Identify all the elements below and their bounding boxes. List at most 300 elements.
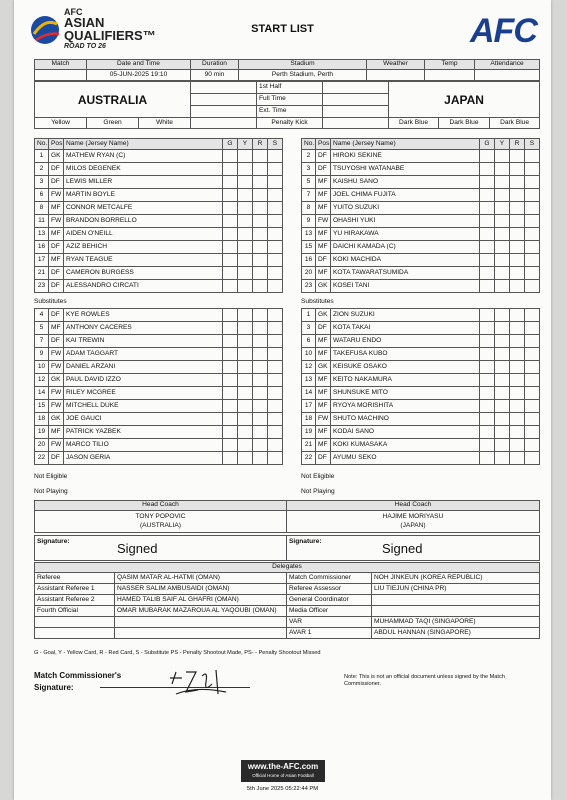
delegate-role: General Coordinator	[287, 595, 372, 606]
player-number: 19	[302, 426, 316, 439]
footer-site: www.the-AFC.com	[247, 762, 319, 771]
player-name: KOKI KUMASAKA	[331, 439, 480, 452]
player-name: MATHEW RYAN (C)	[64, 150, 223, 163]
stat-r-cell	[510, 439, 525, 452]
stat-g-cell	[223, 387, 238, 400]
col-stadium: Stadium	[239, 60, 367, 70]
col-y: Y	[495, 139, 510, 150]
stat-s-cell	[268, 439, 283, 452]
stat-s-cell	[525, 335, 540, 348]
col-g: G	[480, 139, 495, 150]
stat-y-cell	[495, 150, 510, 163]
stat-r-cell	[510, 348, 525, 361]
player-position: MF	[316, 426, 331, 439]
stat-y-cell	[238, 176, 253, 189]
player-name: RYAN TEAGUE	[64, 254, 223, 267]
period-ext-time: Ext. Time	[257, 106, 323, 118]
player-row	[35, 254, 283, 267]
stat-y-cell	[495, 189, 510, 202]
player-number: 5	[35, 322, 49, 335]
stat-g-cell	[223, 426, 238, 439]
stat-y-cell	[495, 228, 510, 241]
player-position: DF	[316, 452, 331, 465]
stat-s-cell	[268, 241, 283, 254]
stat-y-cell	[238, 426, 253, 439]
stat-g-cell	[223, 374, 238, 387]
player-position: FW	[49, 189, 64, 202]
stat-g-cell	[223, 335, 238, 348]
player-position: DF	[49, 241, 64, 254]
player-name: AZIZ BEHICH	[64, 241, 223, 254]
page-title: START LIST	[251, 23, 314, 35]
stat-g-cell	[223, 267, 238, 280]
stat-g-cell	[480, 426, 495, 439]
player-number: 1	[302, 309, 316, 322]
col-name: Name (Jersey Name)	[331, 139, 480, 150]
player-number: 18	[35, 413, 49, 426]
player-row	[35, 439, 283, 452]
player-row	[302, 228, 540, 241]
col-r: R	[510, 139, 525, 150]
delegate-row	[35, 573, 540, 584]
delegate-role: Assistant Referee 1	[35, 584, 115, 595]
stat-r-cell	[253, 374, 268, 387]
stat-y-cell	[495, 400, 510, 413]
player-row	[302, 322, 540, 335]
stat-g-cell	[480, 202, 495, 215]
player-name: MILOS DEGENEK	[64, 163, 223, 176]
stat-r-cell	[253, 228, 268, 241]
stat-y-cell	[495, 452, 510, 465]
player-position: DF	[316, 150, 331, 163]
delegate-role: Referee	[35, 573, 115, 584]
stat-s-cell	[525, 189, 540, 202]
home-coach	[35, 511, 287, 533]
stat-g-cell	[480, 176, 495, 189]
stat-r-cell	[510, 280, 525, 293]
stat-s-cell	[268, 267, 283, 280]
player-number: 19	[35, 426, 49, 439]
player-name: KOKI MACHIDA	[331, 254, 480, 267]
delegate-row	[35, 584, 540, 595]
stat-y-cell	[495, 163, 510, 176]
stat-s-cell	[268, 176, 283, 189]
stat-y-cell	[238, 215, 253, 228]
val-attendance	[475, 70, 540, 81]
col-match: Match	[35, 60, 87, 70]
stat-r-cell	[253, 400, 268, 413]
stat-r-cell	[253, 176, 268, 189]
stat-y-cell	[495, 374, 510, 387]
player-number: 12	[302, 361, 316, 374]
stat-r-cell	[510, 215, 525, 228]
player-row	[302, 267, 540, 280]
delegate-name: MUHAMMAD TAQI (SINGAPORE)	[372, 617, 540, 628]
player-number: 14	[302, 387, 316, 400]
commissioner-signature-block	[34, 670, 121, 693]
player-position: FW	[49, 439, 64, 452]
start-list-sheet	[14, 0, 551, 800]
footer-badge	[241, 760, 325, 782]
home-kit-socks: White	[139, 118, 191, 129]
player-row	[302, 439, 540, 452]
delegate-role: VAR	[287, 617, 372, 628]
stat-s-cell	[525, 241, 540, 254]
player-position: GK	[49, 413, 64, 426]
player-row	[35, 215, 283, 228]
player-number: 7	[35, 335, 49, 348]
player-number: 3	[302, 322, 316, 335]
afc-logo: AFC	[470, 12, 537, 50]
commissioner-signature-scribble	[166, 664, 236, 700]
player-number: 23	[302, 280, 316, 293]
stat-r-cell	[253, 254, 268, 267]
player-number: 14	[35, 387, 49, 400]
away-coach-signature-cell	[287, 536, 540, 561]
player-position: GK	[316, 280, 331, 293]
stat-g-cell	[480, 309, 495, 322]
player-name: KOTA TAKAI	[331, 322, 480, 335]
player-number: 17	[302, 400, 316, 413]
commissioner-note: Note: This is not an official document unless signed by the Match Commissioner.	[344, 674, 505, 688]
stat-s-cell	[525, 163, 540, 176]
stat-s-cell	[268, 361, 283, 374]
player-number: 7	[302, 189, 316, 202]
player-row	[302, 400, 540, 413]
player-row	[35, 413, 283, 426]
delegate-role: AVAR 1	[287, 628, 372, 639]
stat-r-cell	[253, 335, 268, 348]
player-name: RILEY MCGREE	[64, 387, 223, 400]
stat-r-cell	[253, 387, 268, 400]
player-name: MARCO TILIO	[64, 439, 223, 452]
player-name: KEISUKE OSAKO	[331, 361, 480, 374]
stat-y-cell	[495, 176, 510, 189]
away-coach-name: HAJIME MORIYASU	[382, 513, 444, 521]
stat-g-cell	[223, 241, 238, 254]
match-info-table	[34, 59, 539, 81]
stat-y-cell	[238, 348, 253, 361]
away-kit-shorts: Dark Blue	[439, 118, 490, 129]
player-row	[35, 267, 283, 280]
delegate-name: NOH JINKEUN (KOREA REPUBLIC)	[372, 573, 540, 584]
col-duration: Duration	[191, 60, 239, 70]
player-number: 17	[35, 254, 49, 267]
away-coach-signed: Signed	[382, 541, 423, 556]
home-starters-table	[34, 138, 282, 293]
player-position: MF	[316, 267, 331, 280]
player-row	[35, 241, 283, 254]
stat-s-cell	[525, 309, 540, 322]
player-position: MF	[316, 202, 331, 215]
player-position: GK	[316, 361, 331, 374]
stat-g-cell	[480, 163, 495, 176]
stat-g-cell	[223, 400, 238, 413]
stat-g-cell	[480, 280, 495, 293]
player-position: MF	[316, 348, 331, 361]
home-kit-shirt: Yellow	[35, 118, 87, 129]
home-not-playing-label: Not Playing	[34, 488, 68, 495]
delegate-name: LIU TIEJUN (CHINA PR)	[372, 584, 540, 595]
col-s: S	[525, 139, 540, 150]
player-number: 18	[302, 413, 316, 426]
player-name: CONNOR METCALFE	[64, 202, 223, 215]
delegates-label: Delegates	[35, 563, 540, 573]
player-number: 15	[35, 400, 49, 413]
logo-line-2: ASIAN	[64, 15, 105, 30]
stat-y-cell	[238, 241, 253, 254]
player-row	[35, 387, 283, 400]
col-no: No.	[302, 139, 316, 150]
player-position: FW	[49, 348, 64, 361]
footer-tagline: Official Home of Asian Football	[252, 773, 314, 778]
stat-s-cell	[525, 322, 540, 335]
delegate-role	[35, 617, 115, 628]
stat-g-cell	[223, 439, 238, 452]
away-starters-header	[302, 139, 540, 150]
stat-g-cell	[223, 189, 238, 202]
stat-s-cell	[525, 439, 540, 452]
player-position: MF	[316, 387, 331, 400]
player-row	[35, 361, 283, 374]
player-number: 12	[35, 374, 49, 387]
away-signature-label: Signature:	[289, 538, 322, 545]
stat-r-cell	[510, 202, 525, 215]
home-signature-label: Signature:	[37, 538, 70, 545]
stat-s-cell	[525, 452, 540, 465]
stat-g-cell	[223, 280, 238, 293]
stat-r-cell	[510, 426, 525, 439]
stat-r-cell	[510, 150, 525, 163]
stat-r-cell	[510, 189, 525, 202]
stat-g-cell	[480, 452, 495, 465]
stat-s-cell	[268, 309, 283, 322]
stat-g-cell	[480, 335, 495, 348]
player-row	[35, 309, 283, 322]
home-coach-signed: Signed	[117, 541, 158, 556]
player-position: MF	[316, 400, 331, 413]
stat-r-cell	[510, 400, 525, 413]
player-number: 22	[35, 452, 49, 465]
stat-y-cell	[495, 361, 510, 374]
player-position: DF	[316, 163, 331, 176]
stat-r-cell	[510, 267, 525, 280]
col-g: G	[223, 139, 238, 150]
stat-y-cell	[495, 439, 510, 452]
player-number: 6	[302, 335, 316, 348]
stat-y-cell	[495, 267, 510, 280]
col-s: S	[268, 139, 283, 150]
stat-r-cell	[253, 241, 268, 254]
away-kit-socks: Dark Blue	[490, 118, 540, 129]
player-name: ADAM TAGGART	[64, 348, 223, 361]
player-number: 3	[302, 163, 316, 176]
home-subs-table	[34, 308, 282, 465]
player-row	[302, 254, 540, 267]
stat-y-cell	[495, 413, 510, 426]
player-row	[35, 280, 283, 293]
player-row	[302, 309, 540, 322]
stat-g-cell	[223, 322, 238, 335]
stat-r-cell	[510, 374, 525, 387]
period-1st-half: 1st Half	[257, 82, 323, 94]
stat-g-cell	[480, 387, 495, 400]
delegate-row	[35, 595, 540, 606]
player-name: JASON GERIA	[64, 452, 223, 465]
player-row	[302, 150, 540, 163]
player-name: KYE ROWLES	[64, 309, 223, 322]
player-position: MF	[316, 176, 331, 189]
stat-y-cell	[495, 426, 510, 439]
player-name: ZION SUZUKI	[331, 309, 480, 322]
stat-r-cell	[510, 241, 525, 254]
away-kit-shirt: Dark Blue	[389, 118, 439, 129]
stat-g-cell	[480, 348, 495, 361]
stat-y-cell	[495, 241, 510, 254]
stat-g-cell	[480, 215, 495, 228]
stat-y-cell	[495, 322, 510, 335]
stat-r-cell	[510, 309, 525, 322]
stat-r-cell	[253, 267, 268, 280]
player-row	[302, 280, 540, 293]
player-row	[302, 215, 540, 228]
player-name: ANTHONY CACERES	[64, 322, 223, 335]
stat-r-cell	[253, 189, 268, 202]
stat-s-cell	[525, 280, 540, 293]
stat-s-cell	[525, 215, 540, 228]
away-team-name: JAPAN	[389, 82, 540, 118]
player-position: GK	[49, 150, 64, 163]
col-y: Y	[238, 139, 253, 150]
player-row	[302, 374, 540, 387]
stat-s-cell	[525, 267, 540, 280]
stat-g-cell	[223, 361, 238, 374]
val-match	[35, 70, 87, 81]
player-name: KAI TREWIN	[64, 335, 223, 348]
player-position: GK	[49, 374, 64, 387]
delegate-name: HAMED TALIB SAIF AL GHAFRI (OMAN)	[115, 595, 287, 606]
val-weather	[367, 70, 425, 81]
stat-r-cell	[253, 280, 268, 293]
stat-y-cell	[238, 150, 253, 163]
stat-s-cell	[525, 387, 540, 400]
player-name: LEWIS MILLER	[64, 176, 223, 189]
stat-r-cell	[253, 163, 268, 176]
stat-g-cell	[480, 361, 495, 374]
player-number: 11	[35, 215, 49, 228]
stat-y-cell	[238, 439, 253, 452]
player-position: MF	[316, 189, 331, 202]
delegate-name: ABDUL HANNAN (SINGAPORE)	[372, 628, 540, 639]
player-position: DF	[49, 335, 64, 348]
player-number: 10	[302, 348, 316, 361]
col-name: Name (Jersey Name)	[64, 139, 223, 150]
stat-y-cell	[238, 400, 253, 413]
player-number: 8	[302, 202, 316, 215]
stat-s-cell	[268, 452, 283, 465]
player-position: MF	[49, 202, 64, 215]
stat-y-cell	[238, 374, 253, 387]
stat-g-cell	[480, 228, 495, 241]
stat-g-cell	[223, 228, 238, 241]
player-position: FW	[316, 215, 331, 228]
player-position: MF	[316, 241, 331, 254]
stat-s-cell	[268, 322, 283, 335]
player-row	[302, 361, 540, 374]
stat-g-cell	[223, 150, 238, 163]
player-row	[302, 348, 540, 361]
player-row	[35, 426, 283, 439]
stat-r-cell	[253, 452, 268, 465]
stat-s-cell	[525, 413, 540, 426]
stat-s-cell	[525, 176, 540, 189]
stat-s-cell	[525, 202, 540, 215]
player-name: HIROKI SEKINE	[331, 150, 480, 163]
player-name: TSUYOSHI WATANABE	[331, 163, 480, 176]
stat-y-cell	[238, 452, 253, 465]
col-temp: Temp	[425, 60, 475, 70]
col-pos: Pos	[316, 139, 331, 150]
player-number: 13	[302, 228, 316, 241]
player-position: MF	[316, 439, 331, 452]
stat-r-cell	[510, 176, 525, 189]
commissioner-label: Match Commissioner's	[34, 671, 122, 680]
stat-g-cell	[223, 348, 238, 361]
player-position: DF	[49, 280, 64, 293]
away-coach-label: Head Coach	[287, 501, 540, 511]
home-coach-signature-cell	[35, 536, 287, 561]
delegate-name	[372, 595, 540, 606]
stat-r-cell	[253, 202, 268, 215]
player-row	[35, 189, 283, 202]
player-number: 21	[302, 439, 316, 452]
away-not-eligible-label: Not Eligible	[301, 473, 335, 480]
logo-line-3: QUALIFIERS™	[64, 28, 156, 43]
stat-s-cell	[525, 426, 540, 439]
player-position: MF	[49, 254, 64, 267]
away-subs-table	[301, 308, 539, 465]
player-row	[35, 163, 283, 176]
player-row	[35, 335, 283, 348]
player-position: DF	[49, 309, 64, 322]
stat-g-cell	[480, 150, 495, 163]
col-pos: Pos	[49, 139, 64, 150]
player-number: 21	[35, 267, 49, 280]
delegate-role: Referee Assessor	[287, 584, 372, 595]
commissioner-signature-label: Signature:	[34, 682, 74, 692]
stat-y-cell	[238, 202, 253, 215]
delegate-name	[115, 617, 287, 628]
player-row	[35, 400, 283, 413]
player-number: 10	[35, 361, 49, 374]
player-number: 9	[35, 348, 49, 361]
delegate-row	[35, 606, 540, 617]
player-row	[35, 374, 283, 387]
player-position: DF	[49, 452, 64, 465]
player-number: 1	[35, 150, 49, 163]
player-name: SHUNSUKE MITO	[331, 387, 480, 400]
stat-y-cell	[495, 348, 510, 361]
col-weather: Weather	[367, 60, 425, 70]
stat-g-cell	[223, 176, 238, 189]
player-number: 16	[302, 254, 316, 267]
player-number: 3	[35, 176, 49, 189]
stat-s-cell	[268, 189, 283, 202]
stat-r-cell	[510, 387, 525, 400]
player-row	[302, 452, 540, 465]
player-position: DF	[49, 267, 64, 280]
stat-s-cell	[268, 254, 283, 267]
